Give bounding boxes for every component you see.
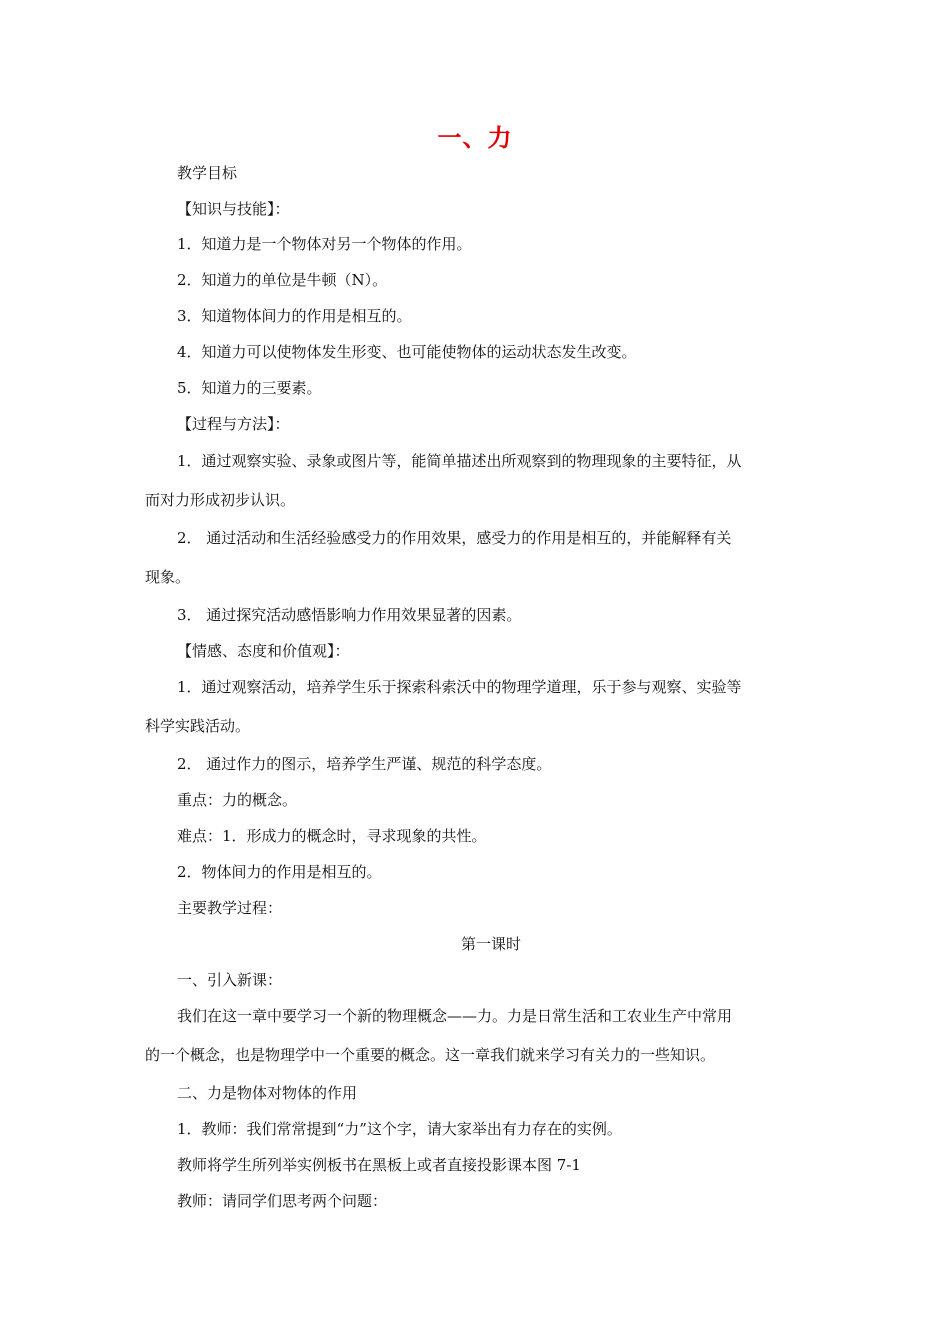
subheading-introduction: 一、引入新课： bbox=[177, 971, 283, 989]
section-heading-main-process: 主要教学过程： bbox=[177, 899, 283, 917]
paragraph-line: 现象。 bbox=[145, 568, 191, 586]
paragraph-line: 而对力形成初步认识。 bbox=[145, 491, 296, 509]
list-item: 4．知道力可以使物体发生形变、也可能使物体的运动状态发生改变。 bbox=[177, 343, 637, 361]
list-item: 2． 通过作力的图示，培养学生严谨、规范的科学态度。 bbox=[177, 755, 552, 773]
subheading-knowledge-skills: 【知识与技能】： bbox=[177, 200, 290, 218]
list-item: 3．知道物体间力的作用是相互的。 bbox=[177, 307, 412, 325]
paragraph-line: 教师：请同学们思考两个问题： bbox=[177, 1192, 388, 1210]
paragraph-line: 2． 通过活动和生活经验感受力的作用效果，感受力的作用是相互的，并能解释有关 bbox=[177, 529, 732, 547]
paragraph-line: 1．教师：我们常常提到“力”这个字，请大家举出有力存在的实例。 bbox=[177, 1120, 622, 1138]
subheading-emotions-values: 【情感、态度和价值观】： bbox=[177, 642, 350, 660]
paragraph-line: 1．通过观察活动，培养学生乐于探索科索沃中的物理学道理，乐于参与观察、实验等 bbox=[177, 678, 742, 696]
list-item: 2．知道力的单位是牛顿（N）。 bbox=[177, 271, 388, 289]
difficult-point-continued: 2．物体间力的作用是相互的。 bbox=[177, 863, 382, 881]
paragraph-line: 1．通过观察实验、录象或图片等，能简单描述出所观察到的物理现象的主要特征，从 bbox=[177, 452, 742, 470]
paragraph-line: 教师将学生所列举实例板书在黑板上或者直接投影课本图 7-1 bbox=[177, 1156, 581, 1174]
document-title: 一、力 bbox=[437, 124, 513, 152]
list-item: 1．知道力是一个物体对另一个物体的作用。 bbox=[177, 235, 472, 253]
list-item: 3． 通过探究活动感悟影响力作用效果显著的因素。 bbox=[177, 606, 522, 624]
section-heading-teaching-goals: 教学目标 bbox=[177, 164, 238, 182]
paragraph-line: 的一个概念，也是物理学中一个重要的概念。这一章我们就来学习有关力的一些知识。 bbox=[145, 1046, 716, 1064]
list-item: 5．知道力的三要素。 bbox=[177, 379, 322, 397]
lesson-heading: 第一课时 bbox=[460, 935, 521, 953]
key-point: 重点：力的概念。 bbox=[177, 791, 298, 809]
paragraph-line: 科学实践活动。 bbox=[145, 717, 251, 735]
paragraph-line: 我们在这一章中要学习一个新的物理概念——力。力是日常生活和工农业生产中常用 bbox=[177, 1007, 733, 1025]
subheading-force-interaction: 二、力是物体对物体的作用 bbox=[177, 1084, 358, 1102]
subheading-process-methods: 【过程与方法】： bbox=[177, 415, 290, 433]
difficult-point: 难点：1．形成力的概念时，寻求现象的共性。 bbox=[177, 827, 487, 845]
